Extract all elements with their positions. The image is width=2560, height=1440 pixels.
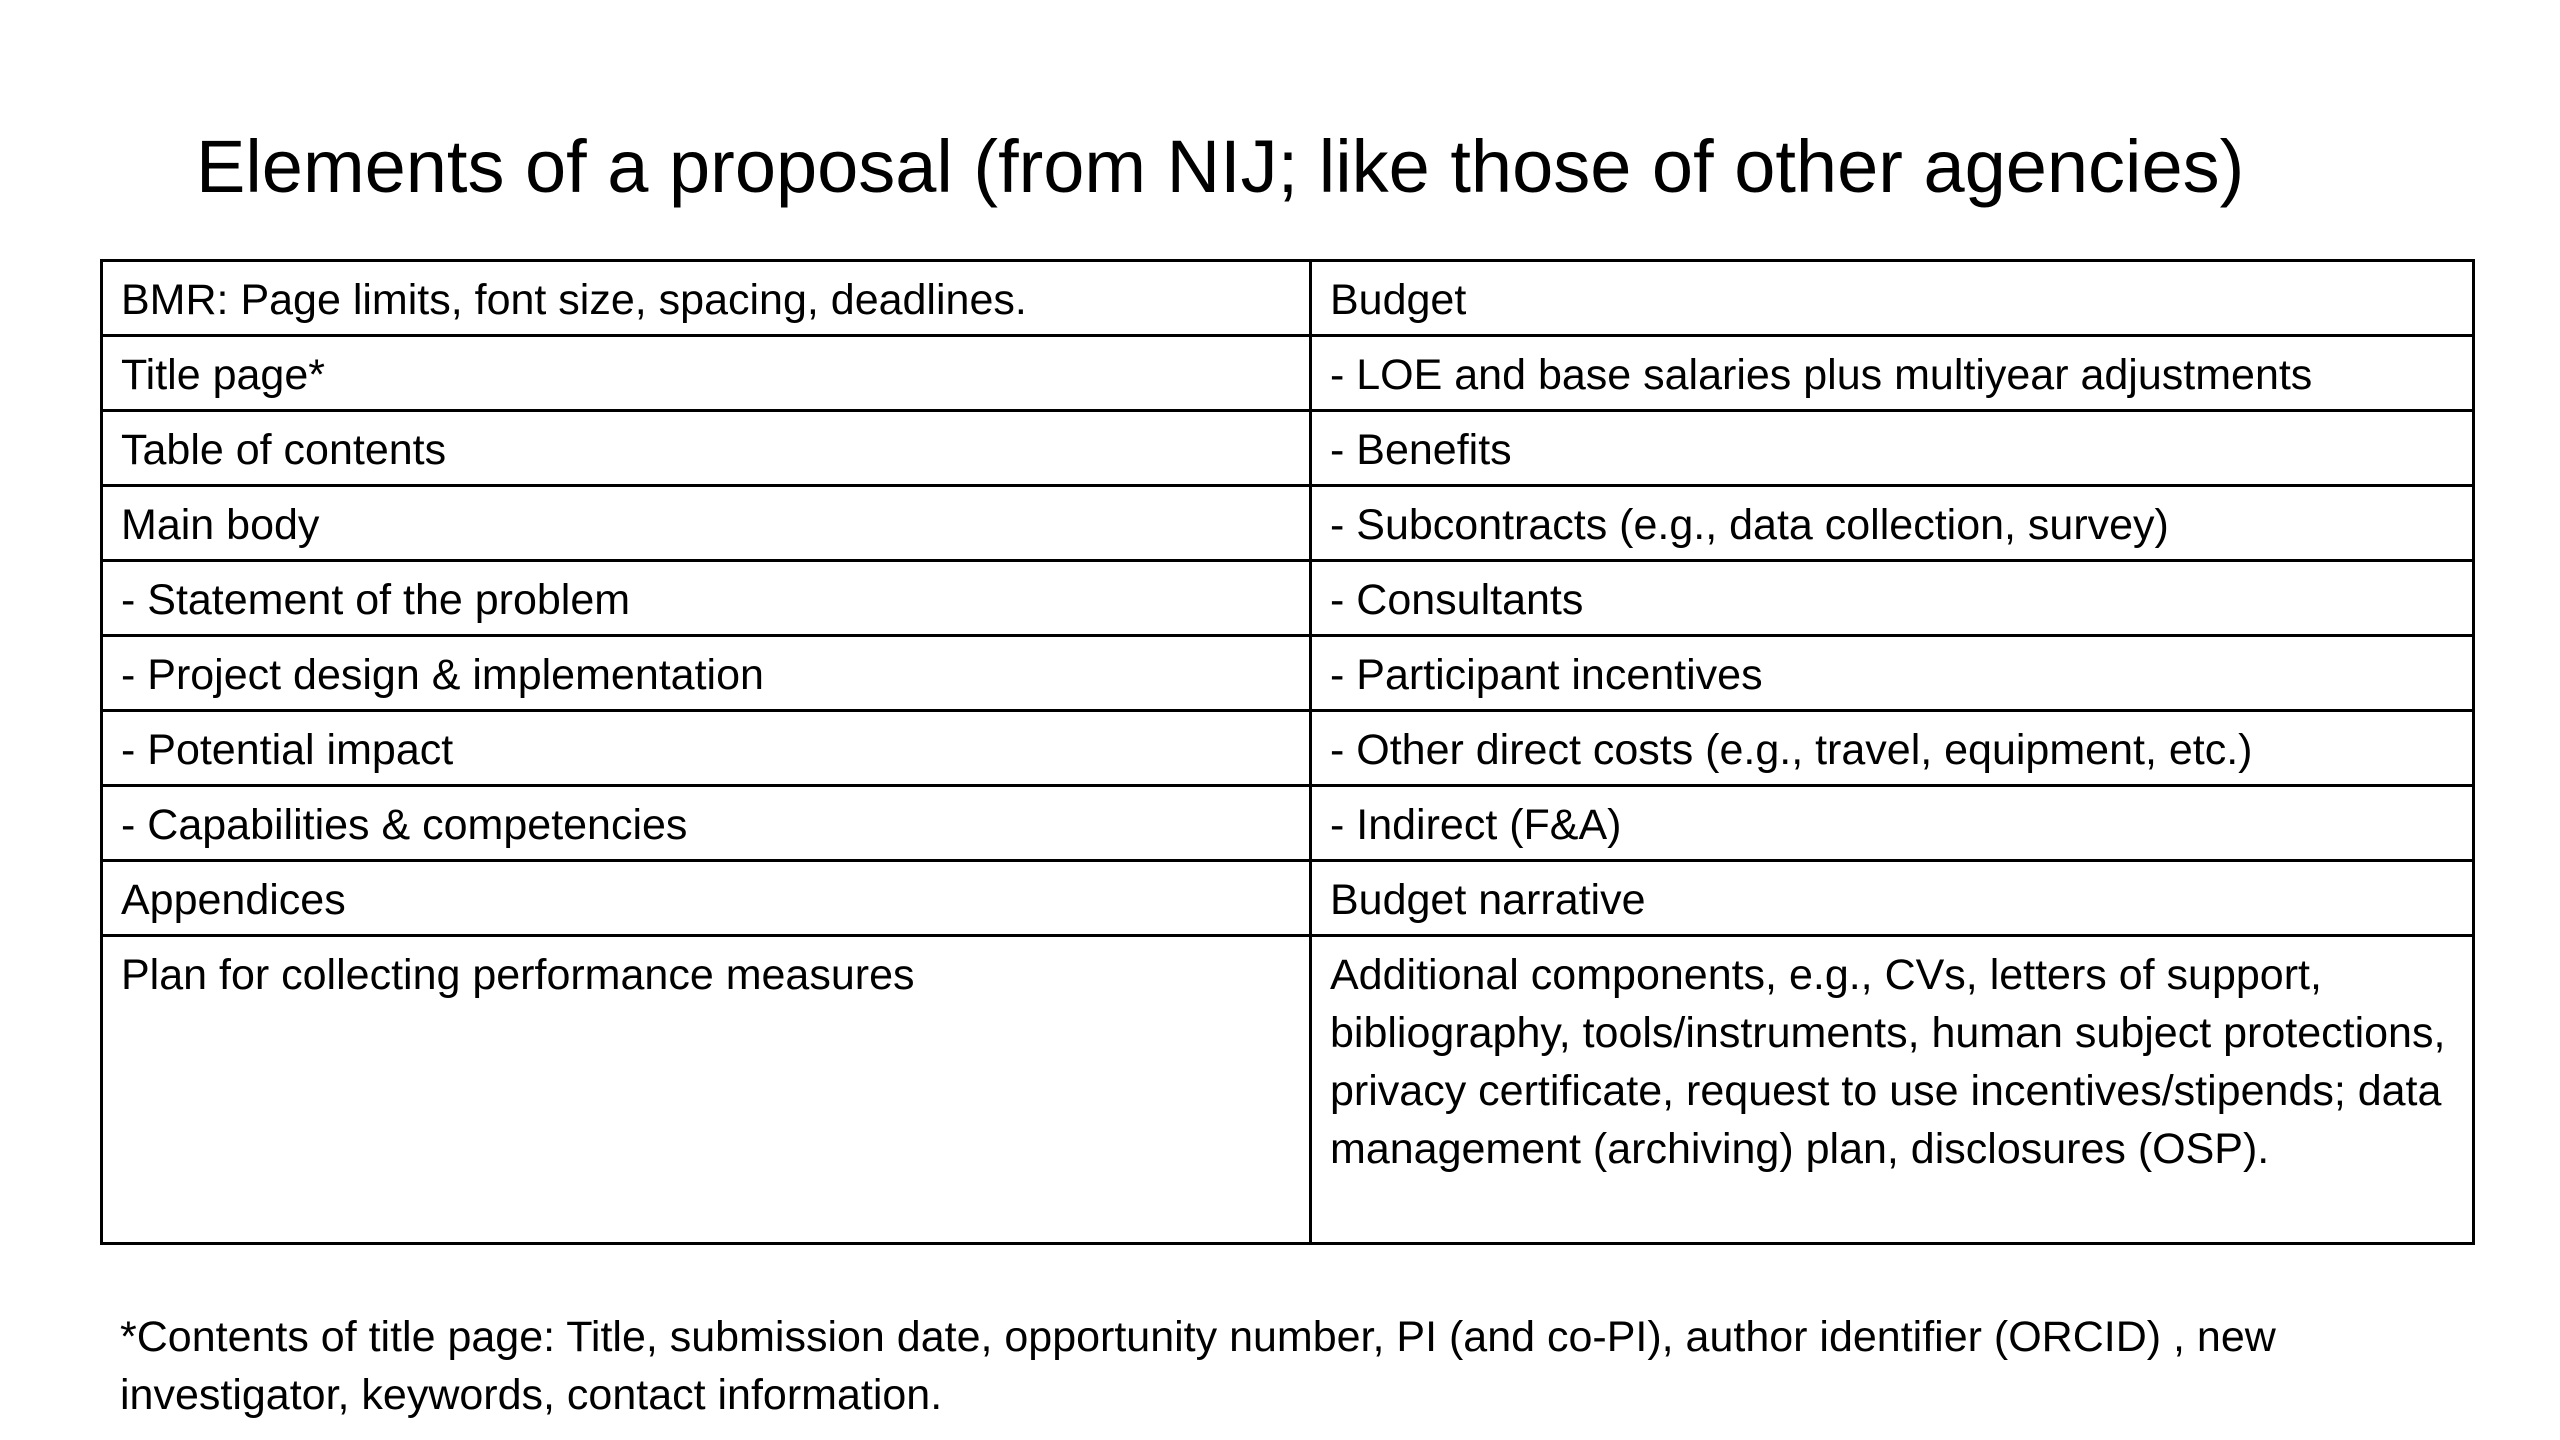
cell-text: Plan for collecting performance measures — [121, 951, 915, 999]
table-row — [102, 936, 2474, 1244]
cell-text: Table of contents — [121, 426, 447, 474]
table-cell-left — [102, 711, 1311, 786]
cell-text: - Capabilities & competencies — [121, 801, 688, 849]
cell-text: Title page* — [121, 351, 325, 399]
proposal-elements-table — [100, 259, 2475, 1245]
table-cell-right — [1311, 936, 2474, 1244]
slide-title: Elements of a proposal (from NIJ; like those of other agencies) — [196, 125, 2245, 208]
table-cell-left — [102, 936, 1311, 1244]
table-cell-right — [1311, 711, 2474, 786]
cell-text: BMR: Page limits, font size, spacing, deadlines. — [121, 276, 1027, 324]
cell-text: - Indirect (F&A) — [1330, 801, 1622, 849]
table-row — [102, 486, 2474, 561]
table-cell-right — [1311, 336, 2474, 411]
table-cell-right — [1311, 486, 2474, 561]
cell-text: - Participant incentives — [1330, 651, 1763, 699]
table-cell-left — [102, 261, 1311, 336]
table-cell-right — [1311, 561, 2474, 636]
cell-text: Budget — [1330, 276, 1467, 324]
cell-text: Main body — [121, 501, 320, 549]
table-cell-right — [1311, 636, 2474, 711]
table-cell-left — [102, 486, 1311, 561]
table-cell-left — [102, 336, 1311, 411]
table-row — [102, 561, 2474, 636]
table-row — [102, 861, 2474, 936]
table-cell-left — [102, 861, 1311, 936]
table-cell-left — [102, 561, 1311, 636]
cell-text: - Other direct costs (e.g., travel, equipment, etc.) — [1330, 726, 2253, 774]
table-cell-right — [1311, 261, 2474, 336]
cell-text: - Benefits — [1330, 426, 1512, 474]
cell-text: - Subcontracts (e.g., data collection, survey) — [1330, 501, 2169, 549]
table-cell-left — [102, 636, 1311, 711]
footnote: *Contents of title page: Title, submission date, opportunity number, PI (and co-PI), author identifier (ORCID) , new investigator, keywords, contact information. — [120, 1313, 2276, 1419]
cell-text: - Consultants — [1330, 576, 1584, 624]
table-cell-right — [1311, 786, 2474, 861]
table-row — [102, 261, 2474, 336]
table-cell-left — [102, 411, 1311, 486]
table-row — [102, 711, 2474, 786]
table-row — [102, 336, 2474, 411]
cell-text: - Statement of the problem — [121, 576, 631, 624]
cell-text: Budget narrative — [1330, 876, 1646, 924]
table-row — [102, 411, 2474, 486]
cell-text: Additional components, e.g., CVs, letters of support, bibliography, tools/instruments, human subject protections, privacy certificate, request to use incentives/stipends; data management (archiving) plan, disclosures (OSP). — [1330, 951, 2446, 1173]
table-cell-right — [1311, 861, 2474, 936]
cell-text: Appendices — [121, 876, 346, 924]
table-row — [102, 636, 2474, 711]
cell-text: - LOE and base salaries plus multiyear adjustments — [1330, 351, 2313, 399]
cell-text: - Potential impact — [121, 726, 454, 774]
table-row — [102, 786, 2474, 861]
cell-text: - Project design & implementation — [121, 651, 764, 699]
table-cell-right — [1311, 411, 2474, 486]
table-cell-left — [102, 786, 1311, 861]
